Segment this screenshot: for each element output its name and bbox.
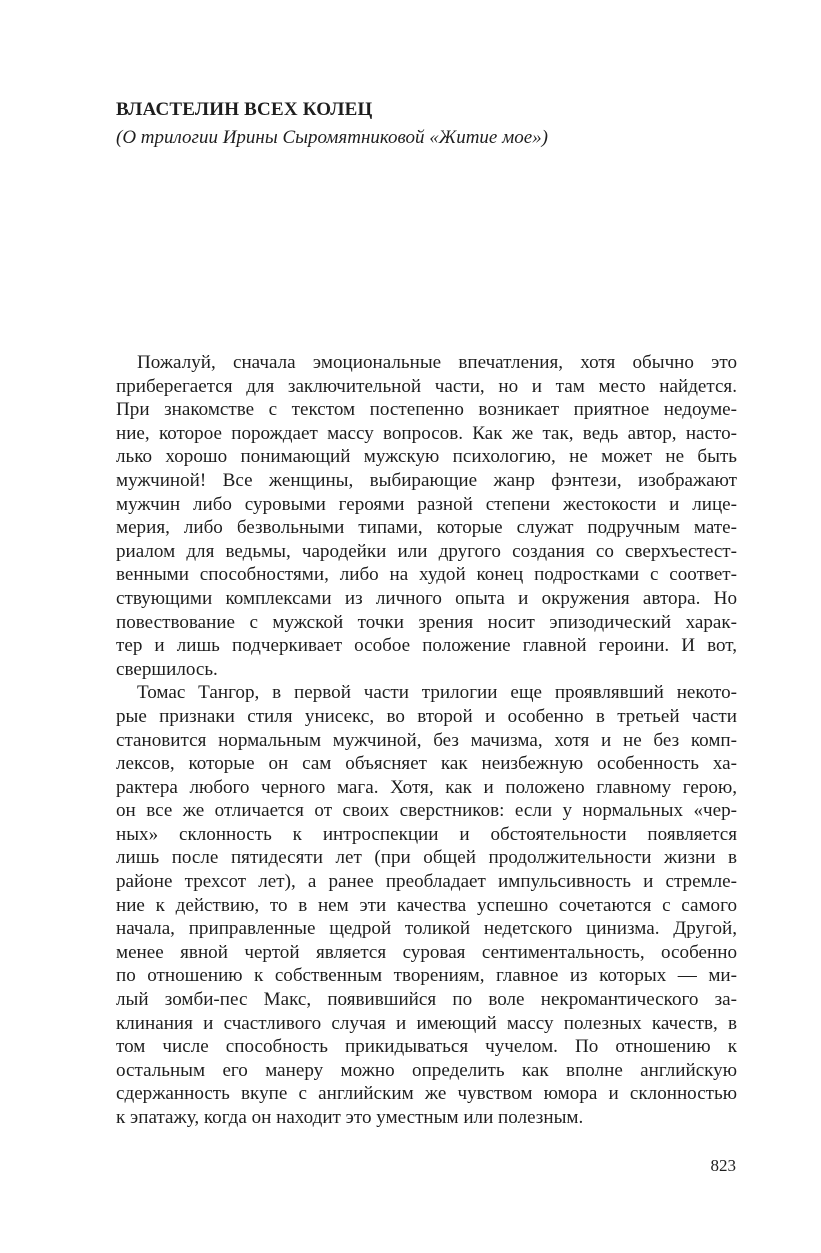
text-line: риалом для ведьмы, чародейки или другого создания со сверхъестест- bbox=[116, 540, 737, 562]
text-line: лько хорошо понимающий мужскую психологию, не может не быть bbox=[116, 446, 737, 468]
text-line: становится нормальным мужчиной, без мачизма, хотя и не без комп- bbox=[116, 729, 737, 751]
text-line: рактера любого черного мага. Хотя, как и положено главному герою, bbox=[116, 776, 737, 798]
text-line: Томас Тангор, в первой части трилогии еще проявлявший некото- bbox=[137, 682, 737, 704]
text-line: мужчин либо суровыми героями разной степени жестокости и лице- bbox=[116, 493, 737, 515]
text-line: остальным его манеру можно определить как вполне английскую bbox=[116, 1059, 737, 1081]
body-text bbox=[116, 351, 737, 1130]
text-line: к эпатажу, когда он находит это уместным или полезным. bbox=[116, 1107, 584, 1128]
page-number: 823 bbox=[710, 1156, 736, 1175]
text-line: приберегается для заключительной части, но и там место найдется. bbox=[116, 375, 737, 397]
text-line: свершилось. bbox=[116, 658, 218, 680]
chapter-subtitle: (О трилогии Ирины Сыромятниковой «Житие мое») bbox=[116, 127, 548, 148]
text-line: сдержанность вкупе с английским же чувством юмора и склонностью bbox=[116, 1083, 737, 1105]
chapter-title: ВЛАСТЕЛИН ВСЕХ КОЛЕЦ bbox=[116, 99, 373, 120]
text-line: ние к действию, то в нем эти качества успешно сочетаются с самого bbox=[116, 894, 737, 916]
text-line: том числе способность прикидываться чучелом. По отношению к bbox=[116, 1036, 737, 1058]
text-line: начала, приправленные щедрой толикой недетского цинизма. Другой, bbox=[116, 918, 737, 940]
chapter-heading bbox=[116, 96, 736, 151]
text-line: он все же отличается от своих сверстников: если у нормальных «чер- bbox=[116, 800, 737, 822]
text-line: клинания и счастливого случая и имеющий массу полезных качеств, в bbox=[116, 1012, 737, 1034]
text-line: мужчиной! Все женщины, выбирающие жанр фэнтези, изображают bbox=[116, 469, 737, 491]
paragraph bbox=[116, 351, 737, 681]
text-line: рые признаки стиля унисекс, во второй и особенно в третьей части bbox=[116, 705, 737, 727]
text-line: мерия, либо безвольными типами, которые служат подручным мате- bbox=[116, 517, 737, 539]
text-line: Пожалуй, сначала эмоциональные впечатления, хотя обычно это bbox=[137, 352, 737, 373]
text-line: венными способностями, либо на худой конец подростками с соответ- bbox=[116, 564, 737, 586]
text-line: тер и лишь подчеркивает особое положение главной героини. И вот, bbox=[116, 635, 737, 657]
text-line: ных» склонность к интроспекции и обстоятельности появляется bbox=[116, 823, 737, 845]
text-line: районе трехсот лет), а ранее преобладает импульсивность и стремле- bbox=[116, 871, 737, 893]
text-line: лексов, которые он сам объясняет как неизбежную особенность ха- bbox=[116, 753, 737, 775]
text-line: менее явной чертой является суровая сентиментальность, особенно bbox=[116, 941, 737, 963]
text-line: повествование с мужской точки зрения носит эпизодический харак- bbox=[116, 611, 737, 633]
text-line: лишь после пятидесяти лет (при общей продолжительности жизни в bbox=[116, 847, 737, 869]
text-line: по отношению к собственным творениям, главное из которых — ми- bbox=[116, 965, 737, 987]
text-line: лый зомби-пес Макс, появившийся по воле некромантического за- bbox=[116, 989, 737, 1011]
text-line: ствующими комплексами из личного опыта и окружения автора. Но bbox=[116, 587, 737, 609]
paragraph bbox=[116, 681, 737, 1129]
text-line: ние, которое порождает массу вопросов. Как же так, ведь автор, насто- bbox=[116, 422, 737, 444]
text-line: При знакомстве с текстом постепенно возникает приятное недоуме- bbox=[116, 399, 737, 421]
